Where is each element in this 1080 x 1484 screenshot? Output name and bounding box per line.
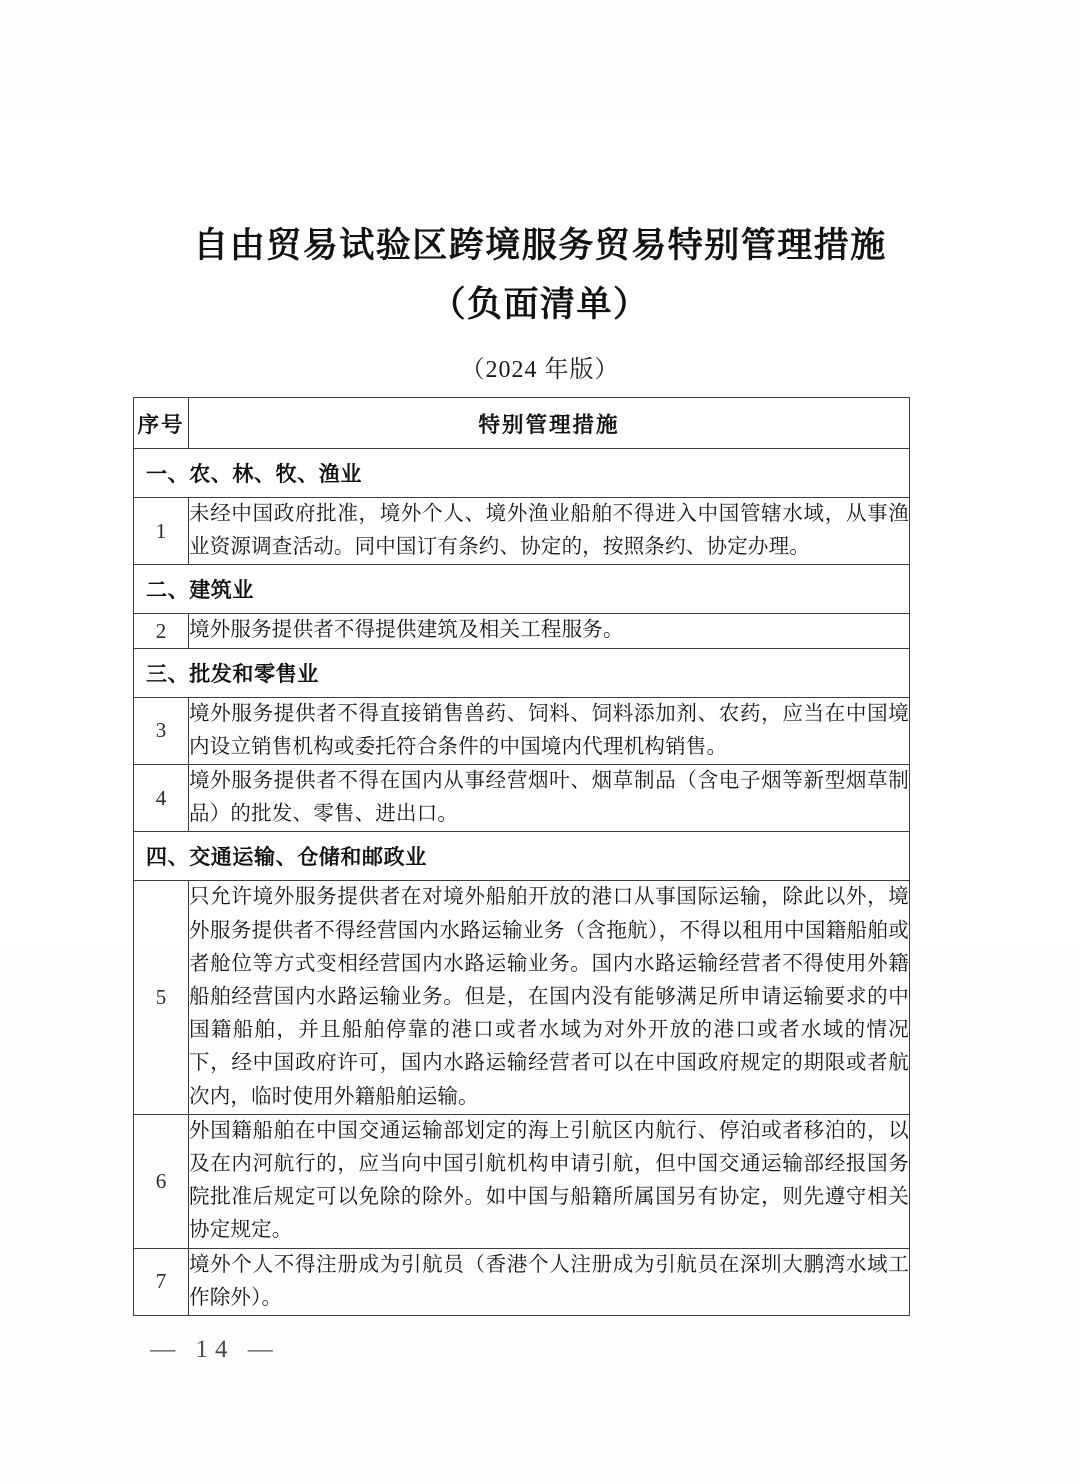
row-measure-text: 境外服务提供者不得直接销售兽药、饲料、饲料添加剂、农药，应当在中国境内设立销售机构或委托符合条件的中国境内代理机构销售。	[189, 697, 910, 764]
column-header-no: 序号	[134, 398, 189, 449]
page-number: — 14 —	[150, 1336, 280, 1363]
row-index: 2	[134, 614, 189, 648]
row-measure-text: 外国籍船舶在中国交通运输部划定的海上引航区内航行、停泊或者移泊的，以及在内河航行的，应当向中国引航机构申请引航，但中国交通运输部经报国务院批准后规定可以免除的除外。如中国与船籍所属国另有协定，则先遵守相关协定规定。	[189, 1114, 910, 1248]
row-index: 5	[134, 881, 189, 1114]
special-measures-table	[133, 397, 910, 1316]
row-index: 3	[134, 697, 189, 764]
table-header	[134, 398, 910, 449]
column-header-measure: 特别管理措施	[189, 398, 910, 449]
row-index: 4	[134, 765, 189, 832]
section-label: 四、交通运输、仓储和邮政业	[134, 832, 910, 881]
row-measure-text: 境外服务提供者不得提供建筑及相关工程服务。	[189, 614, 910, 648]
page-subtitle: （负面清单）	[430, 285, 650, 325]
page-title: 自由贸易试验区跨境服务贸易特别管理措施	[193, 226, 887, 265]
table-row	[134, 881, 910, 1114]
title-block	[120, 222, 960, 384]
table-section-row	[134, 449, 910, 498]
row-measure-text: 境外服务提供者不得在国内从事经营烟叶、烟草制品（含电子烟等新型烟草制品）的批发、零售、进出口。	[189, 765, 910, 832]
table-section-row	[134, 565, 910, 614]
table-section-row	[134, 832, 910, 881]
section-label: 一、农、林、牧、渔业	[134, 449, 910, 498]
row-measure-text: 只允许境外服务提供者在对境外船舶开放的港口从事国际运输，除此以外，境外服务提供者不得经营国内水路运输业务（含拖航），不得以租用中国籍船舶或者舱位等方式变相经营国内水路运输业务。国内水路运输经营者不得使用外籍船舶经营国内水路运输业务。但是，在国内没有能够满足所申请运输要求的中国籍船舶，并且船舶停靠的港口或者水域为对外开放的港口或者水域的情况下，经中国政府许可，国内水路运输经营者可以在中国政府规定的期限或者航次内，临时使用外籍船舶运输。	[189, 881, 910, 1114]
table-section-row	[134, 648, 910, 697]
table-row	[134, 1114, 910, 1248]
table-body	[134, 449, 910, 1316]
table-row	[134, 697, 910, 764]
section-label: 二、建筑业	[134, 565, 910, 614]
row-measure-text: 未经中国政府批准，境外个人、境外渔业船舶不得进入中国管辖水域，从事渔业资源调查活动。同中国订有条约、协定的，按照条约、协定办理。	[189, 498, 910, 565]
table-row	[134, 614, 910, 648]
table-row	[134, 1248, 910, 1315]
row-index: 1	[134, 498, 189, 565]
document-version: （2024 年版）	[460, 356, 620, 383]
row-index: 7	[134, 1248, 189, 1315]
table-row	[134, 498, 910, 565]
table-row	[134, 765, 910, 832]
section-label: 三、批发和零售业	[134, 648, 910, 697]
table-header-row	[134, 398, 910, 449]
row-index: 6	[134, 1114, 189, 1248]
row-measure-text: 境外个人不得注册成为引航员（香港个人注册成为引航员在深圳大鹏湾水域工作除外）。	[189, 1248, 910, 1315]
